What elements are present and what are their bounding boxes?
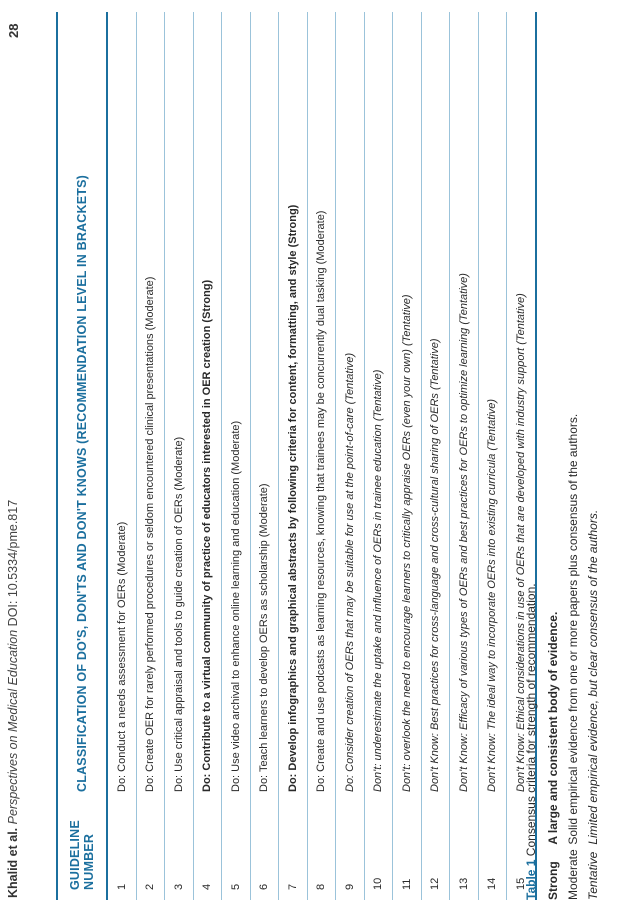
row-number: 10	[364, 802, 393, 900]
legend-value: Solid empirical evidence from one or more papers plus consensus of the authors.	[566, 413, 580, 845]
legend-value: Limited empirical evidence, but clear consensus of the authors.	[586, 509, 600, 845]
col-guideline-number-header: GUIDELINE NUMBER	[57, 802, 107, 900]
row-text: Do: Teach learners to develop OERs as scholarship (Moderate)	[250, 12, 279, 802]
row-number: 6	[250, 802, 279, 900]
table-row	[478, 12, 507, 900]
caption-text: Consensus criteria for strength of recommendation.	[524, 583, 538, 857]
legend-key: Moderate	[566, 849, 580, 900]
col-classification-header: CLASSIFICATION OF DO'S, DON'TS AND DON'T KNOWS (RECOMMENDATION LEVEL IN BRACKETS)	[57, 12, 107, 802]
row-text: Don't Know: Best practices for cross-language and cross-cultural sharing of OERs (Tentative)	[421, 12, 450, 802]
header-journal: Perspectives on Medical Education	[6, 629, 20, 825]
legend-key: Tentative	[586, 851, 600, 900]
table-row	[279, 12, 308, 900]
row-number: 5	[222, 802, 251, 900]
row-text: Do: Create and use podcasts as learning resources, knowing that trainees may be concurrently dual tasking (Moderate)	[307, 12, 336, 802]
legend-moderate	[566, 414, 580, 900]
table-row	[107, 12, 136, 900]
row-text: Don't Know: The ideal way to incorporate OERs into existing curricula (Tentative)	[478, 12, 507, 802]
table-row	[336, 12, 365, 900]
row-text: Do: Create OER for rarely performed procedures or seldom encountered clinical presentations (Moderate)	[136, 12, 165, 802]
table-caption	[524, 583, 538, 900]
row-text: Do: Consider creation of OERs that may be suitable for use at the point-of-care (Tentative)	[336, 12, 365, 802]
running-head	[6, 500, 20, 898]
guidelines-table	[56, 12, 537, 900]
row-text: Do: Develop infographics and graphical abstracts by following criteria for content, formatting, and style (Strong)	[279, 12, 308, 802]
table-row	[450, 12, 479, 900]
legend-strong	[546, 612, 560, 900]
table-row	[165, 12, 194, 900]
row-text: Do: Use video archival to enhance online learning and education (Moderate)	[222, 12, 251, 802]
table-row	[364, 12, 393, 900]
row-number: 1	[107, 802, 136, 900]
row-text: Don't Know: Efficacy of various types of OERs and best practices for OERs to optimize learning (Tentative)	[450, 12, 479, 802]
header-doi: DOI: 10.5334/pme.817	[6, 499, 20, 627]
row-number: 3	[165, 802, 194, 900]
table-row	[421, 12, 450, 900]
row-text: Don't: underestimate the uptake and influence of OERs in trainee education (Tentative)	[364, 12, 393, 802]
row-number: 11	[393, 802, 422, 900]
row-number: 4	[193, 802, 222, 900]
table-row	[393, 12, 422, 900]
legend-value: A large and consistent body of evidence.	[546, 611, 560, 845]
row-number: 12	[421, 802, 450, 900]
row-number: 9	[336, 802, 365, 900]
legend-tentative	[586, 510, 600, 900]
caption-label: Table 1	[524, 859, 538, 900]
row-number: 13	[450, 802, 479, 900]
row-number: 15	[507, 802, 536, 900]
row-number: 2	[136, 802, 165, 900]
row-number: 8	[307, 802, 336, 900]
row-number: 14	[478, 802, 507, 900]
table-row	[307, 12, 336, 900]
table-row	[136, 12, 165, 900]
row-text: Do: Use critical appraisal and tools to guide creation of OERs (Moderate)	[165, 12, 194, 802]
table-header-row	[57, 12, 107, 900]
page-number: 28	[6, 23, 21, 38]
row-text: Don't: overlook the need to encourage learners to critically appraise OERs (even your own) (Tentative)	[393, 12, 422, 802]
row-text: Do: Contribute to a virtual community of practice of educators interested in OER creation (Strong)	[193, 12, 222, 802]
table-row	[250, 12, 279, 900]
legend-key: Strong	[546, 861, 560, 900]
table-row	[222, 12, 251, 900]
row-text: Don't Know: Ethical considerations in use of OERs that are developed with industry support (Tentative)	[507, 12, 536, 802]
header-authors: Khalid et al.	[6, 827, 20, 898]
table-row	[193, 12, 222, 900]
row-number: 7	[279, 802, 308, 900]
row-text: Do: Conduct a needs assessment for OERs (Moderate)	[107, 12, 136, 802]
